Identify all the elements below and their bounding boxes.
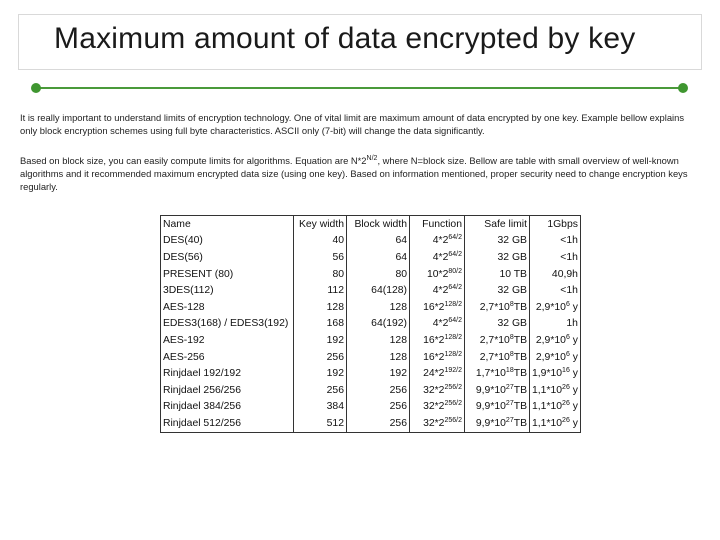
function-base: 24*2 [423,368,445,380]
cell-function [410,349,465,366]
cell-key-width [294,415,347,432]
cell-block-width [347,399,410,416]
table-row [161,282,581,299]
table-row [161,332,581,349]
algorithm-name: AES-128 [163,301,205,313]
function-exponent: 128/2 [444,300,462,308]
block-width-value: 64 [395,235,407,247]
function-exponent: 64/2 [448,234,462,242]
equation-paragraph [20,154,700,193]
cell-function [410,332,465,349]
function-base: 32*2 [423,384,445,396]
table-row [161,316,581,333]
cell-function [410,266,465,283]
table-row [161,382,581,399]
gbps-time-base: 1h [566,318,578,330]
cell-1gbps [530,365,581,382]
cell-safe-limit [465,415,530,432]
table-row [161,415,581,432]
cell-name [161,332,294,349]
cell-name [161,365,294,382]
cell-key-width [294,299,347,316]
cell-block-width [347,332,410,349]
algorithm-name: DES(40) [163,235,203,247]
cell-1gbps [530,249,581,266]
key-width-value: 40 [332,235,344,247]
block-width-value: 80 [395,268,407,280]
cell-name [161,399,294,416]
cell-key-width [294,382,347,399]
key-width-value: 256 [326,384,344,396]
safe-limit-exponent: 18 [505,367,514,375]
cell-function [410,299,465,316]
gbps-time-unit: y [569,301,578,313]
block-width-value: 128 [389,351,407,363]
cell-safe-limit [465,382,530,399]
key-width-value: 192 [326,334,344,346]
key-width-value: 192 [326,368,344,380]
safe-limit-exponent: 27 [505,383,514,391]
gbps-time-unit: y [569,401,578,413]
table-row [161,299,581,316]
cell-function [410,282,465,299]
function-base: 4*2 [432,285,449,297]
cell-name [161,299,294,316]
gbps-time-base: <1h [560,235,578,247]
gbps-time-unit: y [569,334,578,346]
function-exponent: 256/2 [444,383,462,391]
cell-block-width [347,266,410,283]
gbps-time-exponent: 6 [565,350,570,358]
cell-1gbps [530,382,581,399]
cell-key-width [294,249,347,266]
table-row [161,249,581,266]
safe-limit-unit: TB [513,368,527,380]
header-safe-limit: Safe limit [465,216,530,233]
cell-name [161,282,294,299]
cell-1gbps [530,266,581,283]
cell-name [161,266,294,283]
safe-limit-unit: TB [513,301,527,313]
gbps-time-unit: y [569,417,578,429]
cell-safe-limit [465,316,530,333]
block-width-value: 128 [389,301,407,313]
block-width-value: 128 [389,334,407,346]
key-width-value: 256 [326,351,344,363]
algorithm-name: Rinjdael 192/192 [163,368,241,380]
header-key-width: Key width [294,216,347,233]
function-base: 4*2 [432,235,449,247]
cell-1gbps [530,399,581,416]
function-base: 32*2 [423,417,445,429]
cell-name [161,249,294,266]
key-width-value: 128 [326,301,344,313]
algorithm-name: Rinjdael 384/256 [163,401,241,413]
table-row [161,365,581,382]
cell-function [410,249,465,266]
safe-limit-unit: TB [513,351,527,363]
cell-1gbps [530,233,581,250]
cell-key-width [294,266,347,283]
algorithm-name: PRESENT (80) [163,268,234,280]
cell-key-width [294,349,347,366]
cell-block-width [347,349,410,366]
gbps-time-base: <1h [560,251,578,263]
algorithm-name: AES-256 [163,351,205,363]
gbps-time-exponent: 26 [562,416,570,424]
equation-text-after: , where N=block size. Bellow are table with small overview of well-known algorithms and it recommended maximum encrypted data size (using one key). Based on information mentioned, proper security need to change encryption keys regularly. [20,155,688,192]
cell-key-width [294,365,347,382]
key-width-value: 384 [326,401,344,413]
algorithm-name: 3DES(112) [163,285,214,297]
safe-limit-base: 2,7*10 [479,334,510,346]
cell-block-width [347,382,410,399]
safe-limit-unit: TB [513,334,527,346]
cell-1gbps [530,349,581,366]
divider-left-dot [31,83,41,93]
header-name: Name [161,216,294,233]
cell-function [410,233,465,250]
function-exponent: 80/2 [448,267,462,275]
safe-limit-unit: TB [513,417,527,429]
divider-right-dot [678,83,688,93]
safe-limit-base: 32 GB [497,235,527,247]
cell-1gbps [530,282,581,299]
cell-key-width [294,316,347,333]
gbps-time-base: 1,1*10 [532,401,563,413]
key-width-value: 512 [326,417,344,429]
header-block-width: Block width [347,216,410,233]
gbps-time-unit: y [569,384,578,396]
safe-limit-base: 32 GB [497,318,527,330]
cell-safe-limit [465,249,530,266]
block-width-value: 64(192) [371,318,407,330]
cell-safe-limit [465,332,530,349]
cell-name [161,415,294,432]
key-width-value: 56 [332,251,344,263]
cell-block-width [347,249,410,266]
encryption-limits-table [160,215,581,433]
cell-name [161,233,294,250]
equation-exponent: N/2 [366,155,378,162]
cell-1gbps [530,316,581,333]
cell-function [410,399,465,416]
cell-safe-limit [465,399,530,416]
cell-safe-limit [465,266,530,283]
table-row [161,399,581,416]
cell-1gbps [530,299,581,316]
algorithm-name: EDES3(168) / EDES3(192) [163,318,289,330]
cell-block-width [347,365,410,382]
table-header-row [161,216,581,233]
cell-block-width [347,233,410,250]
safe-limit-base: 10 TB [499,268,527,280]
cell-1gbps [530,415,581,432]
block-width-value: 192 [389,368,407,380]
gbps-time-unit: y [569,368,578,380]
safe-limit-exponent: 27 [505,400,514,408]
cell-key-width [294,332,347,349]
gbps-time-base: 40,9h [551,268,578,280]
gbps-time-base: 2,9*10 [535,351,566,363]
function-base: 16*2 [423,351,445,363]
function-base: 32*2 [423,401,445,413]
table-row [161,349,581,366]
gbps-time-exponent: 26 [562,383,570,391]
safe-limit-exponent: 8 [509,333,514,341]
function-exponent: 128/2 [444,333,462,341]
cell-block-width [347,316,410,333]
cell-safe-limit [465,365,530,382]
cell-key-width [294,399,347,416]
gbps-time-base: 1,1*10 [532,417,563,429]
table-row [161,233,581,250]
page-title: Maximum amount of data encrypted by key [54,22,636,55]
block-width-value: 256 [389,401,407,413]
gbps-time-exponent: 6 [565,300,570,308]
cell-function [410,365,465,382]
cell-safe-limit [465,349,530,366]
gbps-time-exponent: 6 [565,333,570,341]
gbps-time-exponent: 26 [562,400,570,408]
gbps-time-exponent: 16 [562,367,570,375]
function-exponent: 64/2 [448,317,462,325]
block-width-value: 256 [389,417,407,429]
function-exponent: 256/2 [444,416,462,424]
cell-function [410,382,465,399]
function-base: 16*2 [423,334,445,346]
cell-1gbps [530,332,581,349]
safe-limit-exponent: 8 [509,300,514,308]
gbps-time-base: 1,1*10 [532,384,563,396]
safe-limit-unit: TB [513,384,527,396]
algorithm-name: AES-192 [163,334,205,346]
key-width-value: 80 [332,268,344,280]
gbps-time-base: 2,9*10 [535,301,566,313]
cell-key-width [294,282,347,299]
gbps-time-base: <1h [560,285,578,297]
safe-limit-base: 9,9*10 [475,417,506,429]
function-exponent: 64/2 [448,250,462,258]
block-width-value: 64(128) [371,285,407,297]
cell-safe-limit [465,282,530,299]
gbps-time-unit: y [569,351,578,363]
equation-text-before: Based on block size, you can easily compute limits for algorithms. Equation are N*2 [20,155,367,166]
function-exponent: 192/2 [444,367,462,375]
safe-limit-exponent: 8 [509,350,514,358]
function-base: 10*2 [426,268,449,280]
header-1gbps: 1Gbps [530,216,581,233]
table-row [161,266,581,283]
gbps-time-base: 1,9*10 [532,368,563,380]
function-exponent: 256/2 [444,400,462,408]
key-width-value: 112 [327,285,344,297]
safe-limit-base: 2,7*10 [479,351,510,363]
function-base: 16*2 [423,301,445,313]
cell-name [161,316,294,333]
safe-limit-unit: TB [513,401,527,413]
table-body [161,233,581,433]
safe-limit-base: 9,9*10 [475,384,506,396]
function-base: 4*2 [432,251,449,263]
header-function: Function [410,216,465,233]
function-base: 4*2 [432,318,449,330]
cell-block-width [347,299,410,316]
divider-line [36,87,683,89]
safe-limit-base: 32 GB [497,251,527,263]
cell-name [161,382,294,399]
cell-block-width [347,282,410,299]
cell-safe-limit [465,299,530,316]
gbps-time-base: 2,9*10 [535,334,566,346]
cell-safe-limit [465,233,530,250]
algorithm-name: DES(56) [163,251,203,263]
safe-limit-base: 2,7*10 [479,301,510,313]
algorithm-name: Rinjdael 512/256 [163,417,241,429]
intro-paragraph: It is really important to understand limits of encryption technology. One of vital limit are maximum amount of data encrypted by one key. Example bellow explains only block encryption schemes using full byte characteristics. ASCII only (7-bit) will change the data significantly. [20,112,685,136]
cell-block-width [347,415,410,432]
cell-name [161,349,294,366]
safe-limit-base: 1,7*10 [475,368,506,380]
safe-limit-base: 9,9*10 [475,401,506,413]
cell-function [410,316,465,333]
function-exponent: 64/2 [448,284,462,292]
cell-function [410,415,465,432]
cell-key-width [294,233,347,250]
safe-limit-base: 32 GB [497,285,527,297]
key-width-value: 168 [326,318,344,330]
block-width-value: 64 [395,251,407,263]
function-exponent: 128/2 [444,350,462,358]
algorithm-name: Rinjdael 256/256 [163,384,241,396]
block-width-value: 256 [389,384,407,396]
safe-limit-exponent: 27 [505,416,514,424]
